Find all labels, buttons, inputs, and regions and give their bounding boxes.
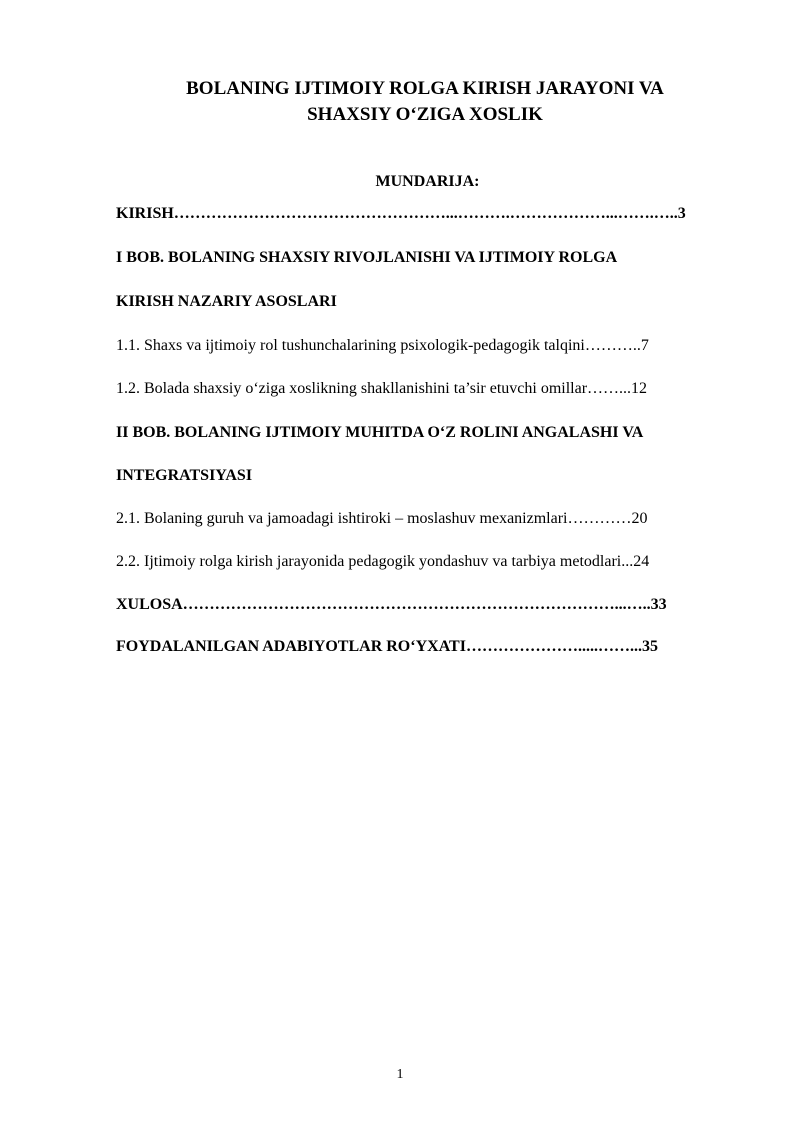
toc-entry-chapter-1-line-1: I BOB. BOLANING SHAXSIY RIVOJLANISHI VA IJTIMOIY ROLGA [116, 249, 618, 266]
toc-entry-section-1-2: 1.2. Bolada shaxsiy o‘ziga xoslikning shakllanishini ta’sir etuvchi omillar……...12 [116, 380, 648, 397]
title-line-1: BOLANING IJTIMOIY ROLGA KIRISH JARAYONI VA [186, 78, 664, 99]
toc-entry-section-1-1: 1.1. Shaxs va ijtimoiy rol tushunchalarining psixologik-pedagogik talqini………..7 [116, 337, 649, 354]
toc-heading: MUNDARIJA: [375, 173, 480, 190]
toc-entry-chapter-1-line-2: KIRISH NAZARIY ASOSLARI [116, 293, 337, 310]
toc-entry-chapter-2-line-1: II BOB. BOLANING IJTIMOIY MUHITDA O‘Z ROLINI ANGALASHI VA [116, 424, 644, 441]
toc-entry-references: FOYDALANILGAN ADABIYOTLAR RO‘YXATI………………….....……...35 [116, 638, 658, 655]
toc-entry-section-2-2: 2.2. Ijtimoiy rolga kirish jarayonida pedagogik yondashuv va tarbiya metodlari...24 [116, 553, 650, 570]
page-number: 1 [396, 1067, 404, 1082]
toc-entry-chapter-2-line-2: INTEGRATSIYASI [116, 467, 253, 484]
title-line-2: SHAXSIY O‘ZIGA XOSLIK [307, 104, 543, 125]
table-of-contents [116, 0, 746, 1131]
toc-entry-conclusion: XULOSA………………………………………………………………………...…..33 [116, 596, 667, 613]
toc-entry-section-2-1: 2.1. Bolaning guruh va jamoadagi ishtiroki – moslashuv mexanizmlari…………20 [116, 510, 648, 527]
toc-entry-introduction: KIRISH……………………………………………...……….………………...…….…..3 [116, 205, 686, 222]
